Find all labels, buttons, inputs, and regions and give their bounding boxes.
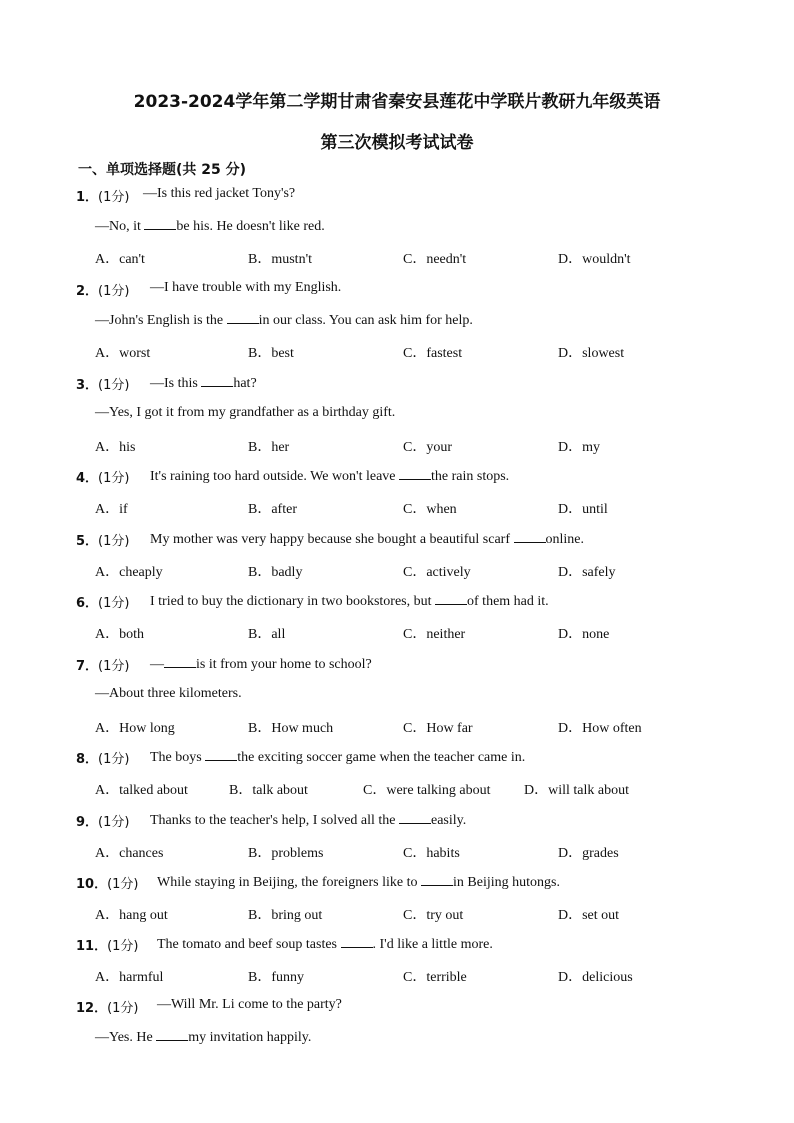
question-subline: [0, 311, 794, 331]
option-a[interactable]: A．both: [95, 627, 144, 642]
option-a[interactable]: A．cheaply: [95, 565, 163, 580]
option-d[interactable]: D．none: [558, 627, 610, 642]
question-index: 1．: [76, 190, 99, 205]
answer-blank: [514, 530, 546, 543]
question-index: 2．: [76, 284, 99, 299]
question-index: 7．: [76, 659, 99, 674]
option-c[interactable]: C．when: [403, 502, 457, 517]
option-a[interactable]: A．How long: [95, 721, 175, 736]
question-stem: [0, 592, 794, 612]
option-d[interactable]: D．safely: [558, 565, 616, 580]
answer-blank: [399, 811, 431, 824]
option-d[interactable]: D．delicious: [558, 970, 633, 985]
question-score: (1分): [98, 752, 130, 767]
question-number: [76, 530, 129, 549]
dialogue-text-before: —About three kilometers.: [95, 686, 242, 701]
question-index: 10．: [76, 877, 108, 892]
option-c[interactable]: C．How far: [403, 721, 473, 736]
options-row: [0, 498, 794, 518]
option-c[interactable]: C．actively: [403, 565, 471, 580]
question-text-before: It's raining too hard outside. We won't leave: [150, 469, 399, 484]
answer-blank: [435, 592, 467, 605]
dialogue-line: [95, 217, 325, 235]
question-number: [76, 186, 129, 205]
question-stem: [0, 655, 794, 675]
option-a[interactable]: A．harmful: [95, 970, 164, 985]
question-text: [150, 530, 584, 548]
question-number: [76, 467, 129, 486]
option-a[interactable]: A．his: [95, 440, 136, 455]
question-index: 9．: [76, 815, 99, 830]
answer-blank: [205, 748, 237, 761]
question-text-before: —Is this: [150, 376, 202, 391]
question-text: [157, 935, 493, 953]
question-text-before: —: [150, 657, 164, 672]
question-subline: [0, 405, 794, 425]
option-b[interactable]: B．her: [248, 440, 290, 455]
question-text-after: . I'd like a little more.: [372, 937, 493, 952]
answer-blank: [144, 217, 176, 230]
option-c[interactable]: C．neither: [403, 627, 466, 642]
dialogue-line: [95, 405, 395, 421]
question-text: [150, 280, 341, 296]
question-number: [76, 873, 139, 892]
question-score: (1分): [98, 190, 130, 205]
option-a[interactable]: A．chances: [95, 846, 164, 861]
question-text: [143, 186, 295, 202]
question-score: (1分): [107, 877, 139, 892]
option-d[interactable]: D．until: [558, 502, 608, 517]
question-number: [76, 811, 129, 830]
option-a[interactable]: A．worst: [95, 346, 151, 361]
question-stem: [0, 467, 794, 487]
dialogue-line: [95, 686, 242, 702]
question-score: (1分): [98, 378, 130, 393]
question-text-after: online.: [545, 532, 584, 547]
question-number: [76, 592, 129, 611]
option-b[interactable]: B．badly: [248, 565, 303, 580]
question-index: 11．: [76, 939, 108, 954]
question-text-after: is it from your home to school?: [196, 657, 372, 672]
question-score: (1分): [107, 939, 139, 954]
question-stem: [0, 748, 794, 768]
dialogue-line: [95, 311, 473, 329]
options-row: [0, 904, 794, 924]
dialogue-text-before: —No, it: [95, 219, 145, 234]
question-index: 5．: [76, 534, 99, 549]
option-b[interactable]: B．How much: [248, 721, 334, 736]
answer-blank: [156, 1028, 188, 1041]
option-d[interactable]: D．will talk about: [524, 783, 629, 798]
option-d[interactable]: D．slowest: [558, 346, 625, 361]
question-number: [76, 997, 139, 1016]
option-a[interactable]: A．talked about: [95, 783, 188, 798]
question-text: [150, 655, 372, 673]
question-stem: [0, 186, 794, 206]
options-row: [0, 842, 794, 862]
question-subline: [0, 1028, 794, 1048]
question-text-after: hat?: [233, 376, 257, 391]
option-b[interactable]: B．after: [248, 502, 297, 517]
question-text: [157, 997, 342, 1013]
dialogue-text-after: be his. He doesn't like red.: [176, 219, 325, 234]
question-number: [76, 655, 129, 674]
question-score: (1分): [98, 534, 130, 549]
options-row: [0, 342, 794, 362]
question-score: (1分): [107, 1001, 139, 1016]
question-number: [76, 374, 129, 393]
answer-blank: [201, 374, 233, 387]
question-number: [76, 935, 139, 954]
option-c[interactable]: C．needn't: [403, 252, 467, 267]
option-b[interactable]: B．talk about: [229, 783, 308, 798]
dialogue-text-before: —Yes, I got it from my grandfather as a birthday gift.: [95, 405, 396, 420]
options-row: [0, 717, 794, 737]
options-row: [0, 779, 794, 799]
question-text-after: the rain stops.: [431, 469, 510, 484]
question-text-before: —Will Mr. Li come to the party?: [157, 997, 342, 1012]
option-d[interactable]: D．grades: [558, 846, 619, 861]
question-text-before: The tomato and beef soup tastes: [157, 937, 341, 952]
question-text-before: —Is this red jacket Tony's?: [143, 186, 296, 201]
question-text: [150, 748, 525, 766]
question-number: [76, 280, 129, 299]
question-score: (1分): [98, 284, 130, 299]
option-b[interactable]: B．funny: [248, 970, 304, 985]
option-b[interactable]: B．problems: [248, 846, 324, 861]
section-heading: 一、单项选择题(共 25 分): [78, 162, 247, 178]
question-index: 8．: [76, 752, 99, 767]
options-row: [0, 561, 794, 581]
answer-blank: [341, 935, 373, 948]
question-score: (1分): [98, 815, 130, 830]
question-index: 3．: [76, 378, 99, 393]
question-number: [76, 748, 129, 767]
exam-title-line1: 2023-2024学年第二学期甘肃省秦安县莲花中学联片教研九年级英语: [133, 92, 661, 112]
question-index: 6．: [76, 596, 99, 611]
question-text-after: of them had it.: [467, 594, 549, 609]
question-index: 4．: [76, 471, 99, 486]
question-text-before: The boys: [150, 750, 206, 765]
question-text: [150, 592, 549, 610]
options-row: [0, 623, 794, 643]
option-b[interactable]: B．best: [248, 346, 294, 361]
question-text: [150, 374, 257, 392]
dialogue-line: [95, 1028, 311, 1046]
dialogue-text-before: —Yes. He: [95, 1030, 157, 1045]
question-stem: [0, 997, 794, 1017]
option-c[interactable]: C．try out: [403, 908, 464, 923]
question-stem: [0, 530, 794, 550]
option-a[interactable]: A．hang out: [95, 908, 168, 923]
options-row: [0, 966, 794, 986]
option-c[interactable]: C．were talking about: [363, 783, 491, 798]
answer-blank: [399, 467, 431, 480]
question-text: [150, 467, 509, 485]
question-index: 12．: [76, 1001, 108, 1016]
answer-blank: [164, 655, 196, 668]
option-a[interactable]: A．if: [95, 502, 128, 517]
option-d[interactable]: D．How often: [558, 721, 642, 736]
question-score: (1分): [98, 596, 130, 611]
option-a[interactable]: A．can't: [95, 252, 145, 267]
answer-blank: [421, 873, 453, 886]
question-text: [157, 873, 560, 891]
option-d[interactable]: D．my: [558, 440, 600, 455]
dialogue-text-after: my invitation happily.: [188, 1030, 312, 1045]
question-stem: [0, 280, 794, 300]
option-c[interactable]: C．terrible: [403, 970, 467, 985]
option-c[interactable]: C．fastest: [403, 346, 463, 361]
option-d[interactable]: D．set out: [558, 908, 620, 923]
answer-blank: [227, 311, 259, 324]
question-text-before: Thanks to the teacher's help, I solved all the: [150, 813, 399, 828]
question-text-before: I tried to buy the dictionary in two bookstores, but: [150, 594, 436, 609]
question-stem: [0, 935, 794, 955]
options-row: [0, 436, 794, 456]
question-stem: [0, 374, 794, 394]
question-text-after: in Beijing hutongs.: [453, 875, 560, 890]
exam-title-line2: 第三次模拟考试试卷: [320, 133, 474, 153]
question-stem: [0, 811, 794, 831]
question-subline: [0, 217, 794, 237]
question-score: (1分): [98, 659, 130, 674]
question-text: [150, 811, 466, 829]
question-subline: [0, 686, 794, 706]
option-c[interactable]: C．your: [403, 440, 452, 455]
question-text-after: easily.: [431, 813, 467, 828]
dialogue-text-after: in our class. You can ask him for help.: [258, 313, 473, 328]
question-text-after: the exciting soccer game when the teacher came in.: [237, 750, 526, 765]
question-text-before: While staying in Beijing, the foreigners like to: [157, 875, 421, 890]
option-b[interactable]: B．mustn't: [248, 252, 312, 267]
question-text-before: My mother was very happy because she bought a beautiful scarf: [150, 532, 514, 547]
option-c[interactable]: C．habits: [403, 846, 460, 861]
option-b[interactable]: B．bring out: [248, 908, 323, 923]
options-row: [0, 248, 794, 268]
question-score: (1分): [98, 471, 130, 486]
question-stem: [0, 873, 794, 893]
question-text-before: —I have trouble with my English.: [150, 280, 342, 295]
dialogue-text-before: —John's English is the: [95, 313, 227, 328]
option-b[interactable]: B．all: [248, 627, 286, 642]
option-d[interactable]: D．wouldn't: [558, 252, 631, 267]
